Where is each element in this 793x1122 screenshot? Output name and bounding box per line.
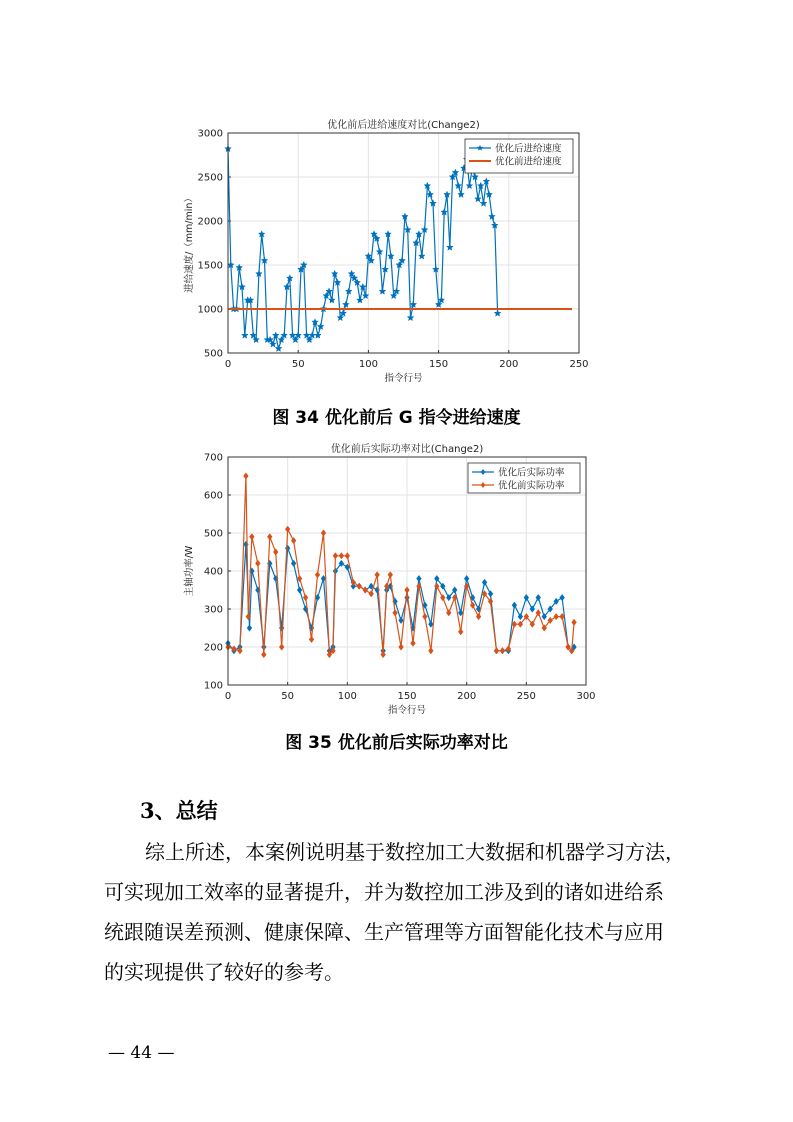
y-axis-label: 主轴功率/W [184,545,195,597]
x-axis-label: 指令行号 [384,373,423,384]
y-tick-label: 1500 [197,260,223,272]
paragraph-line: 综上所述，本案例说明基于数控加工大数据和机器学习方法， [145,840,685,864]
x-tick-label: 200 [457,691,477,702]
x-tick-label: 250 [569,359,589,370]
x-tick-label: 50 [291,359,305,370]
y-tick-label: 600 [203,490,223,502]
x-axis-label: 指令行号 [387,705,427,716]
y-tick-label: 300 [203,604,223,616]
x-tick-label: 300 [576,691,596,702]
chart-title: 优化前后实际功率对比(Change2) [330,444,484,455]
paragraph-line: 的实现提供了较好的参考。 [104,960,344,984]
y-tick-label: 100 [203,680,223,692]
y-tick-label: 3000 [197,128,223,140]
x-tick-label: 0 [224,691,232,702]
x-tick-label: 150 [429,359,449,370]
y-tick-label: 2500 [197,172,223,184]
x-tick-label: 50 [281,691,295,702]
x-tick-label: 100 [337,691,357,702]
chart-title: 优化前后进给速度对比(Change2) [327,120,480,131]
x-tick-label: 100 [358,359,378,370]
page-number: — 44 — [108,1043,175,1063]
y-tick-label: 200 [203,642,223,654]
x-tick-label: 0 [224,359,232,370]
legend-label: 优化前实际功率 [498,480,565,492]
y-tick-label: 700 [203,452,223,464]
summary-paragraph [104,832,704,992]
x-tick-label: 250 [516,691,536,702]
legend-label: 优化后进给速度 [495,143,562,155]
section-heading: 3、总结 [140,798,218,823]
y-tick-label: 1000 [197,304,223,316]
y-tick-label: 400 [203,566,223,578]
paragraph-line: 统跟随误差预测、健康保障、生产管理等方面智能化技术与应用 [104,920,664,944]
figure-34-caption: 图 34 优化前后 G 指令进给速度 [272,408,521,428]
y-tick-label: 2000 [197,216,223,228]
x-tick-label: 150 [397,691,417,702]
legend-label: 优化前进给速度 [495,156,562,168]
legend-label: 优化后实际功率 [498,467,565,479]
x-tick-label: 200 [499,359,519,370]
y-axis-label: 进给速度/（mm/min） [184,193,195,293]
y-tick-label: 500 [203,348,223,360]
paragraph-line: 可实现加工效率的显著提升，并为数控加工涉及到的诸如进给系 [104,880,664,904]
y-tick-label: 500 [203,528,223,540]
figure-35-caption: 图 35 优化前后实际功率对比 [285,733,508,753]
